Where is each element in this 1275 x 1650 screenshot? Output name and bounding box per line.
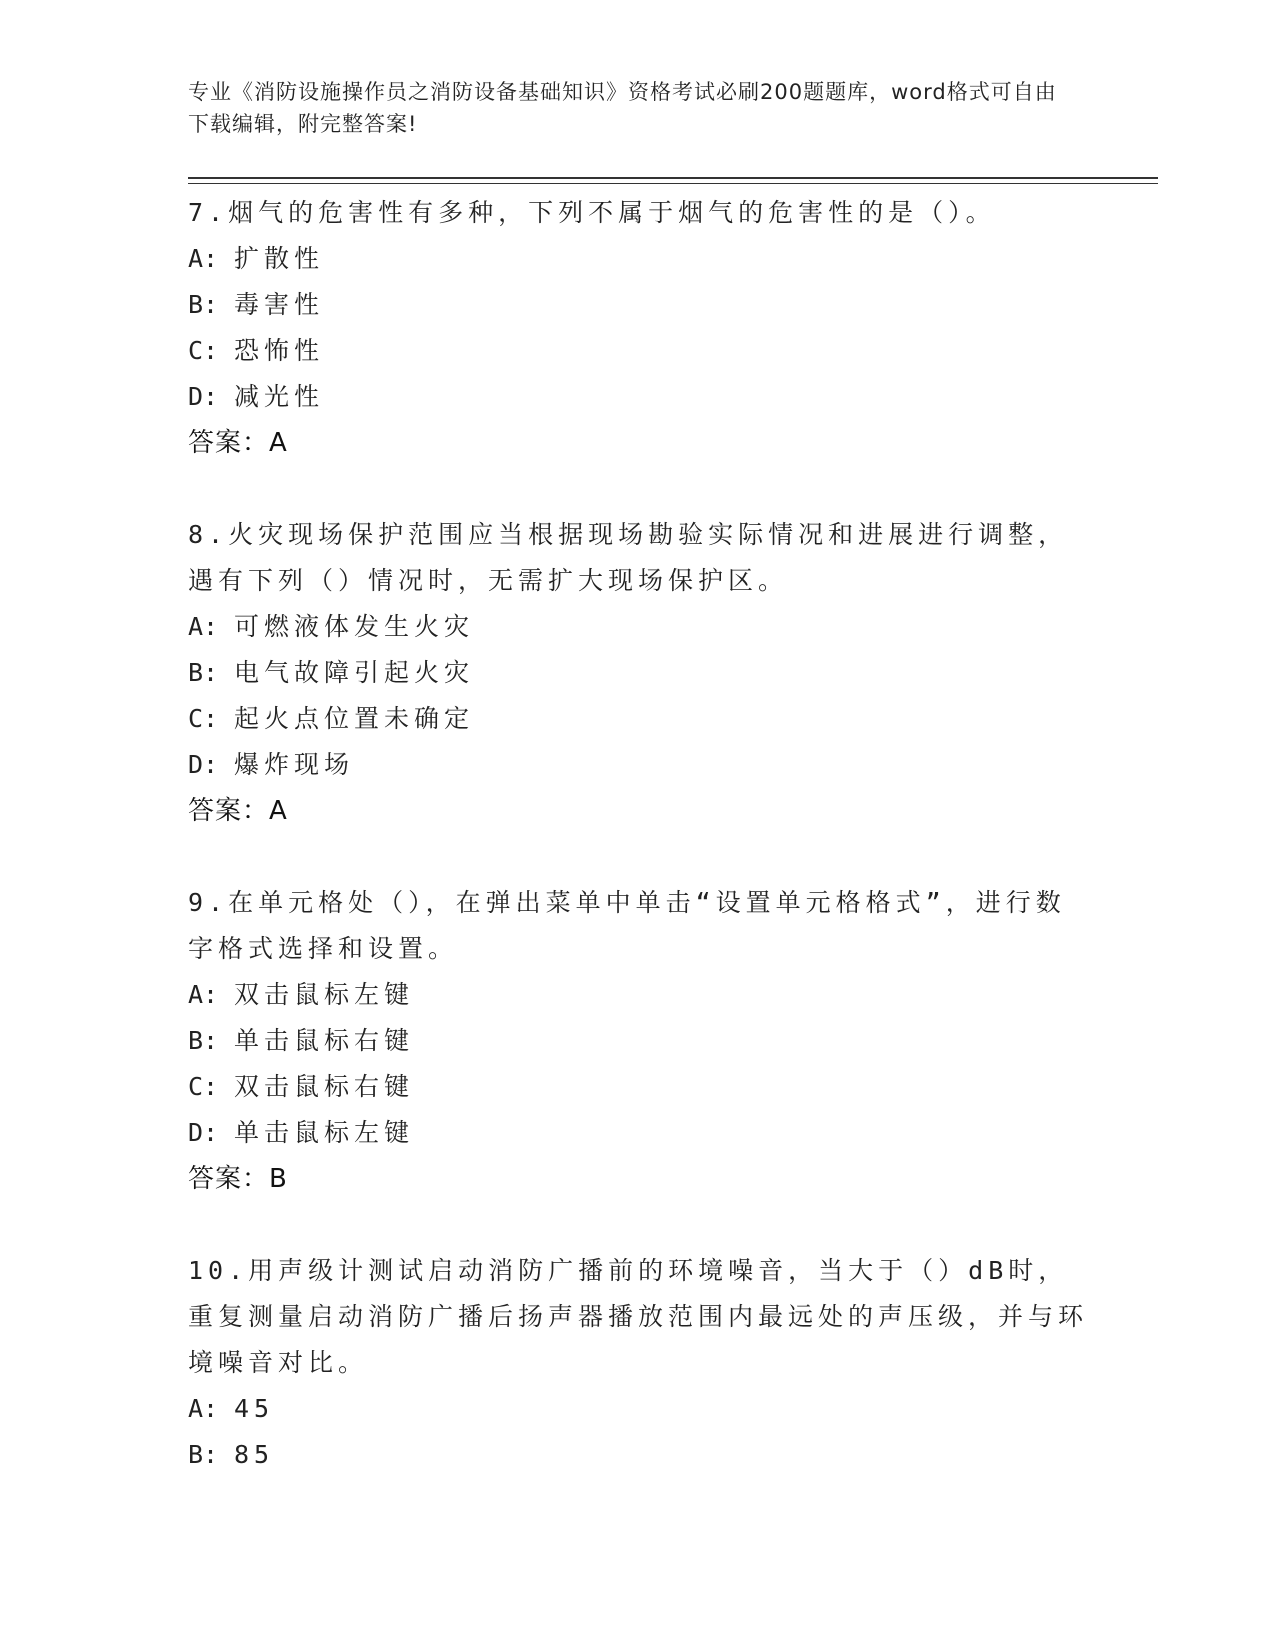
option-a [188,236,1088,282]
option-letter: C: [188,704,219,733]
option-a [188,1386,1088,1432]
question-9 [188,880,1088,1202]
option-b [188,1432,1088,1478]
question-10 [188,1248,1088,1478]
option-text: 扩散性 [234,244,325,273]
option-letter: B: [188,1440,219,1469]
question-list [188,190,1088,1524]
option-d [188,742,1088,788]
answer-line: 答案：A [188,796,288,826]
option-a [188,972,1088,1018]
answer-line: 答案：B [188,1164,288,1194]
option-text: 85 [234,1440,275,1469]
option-text: 爆炸现场 [234,750,355,779]
option-text: 单击鼠标左键 [234,1118,415,1147]
option-text: 减光性 [234,382,325,411]
option-c [188,328,1088,374]
header-divider-thin [188,183,1158,184]
option-b [188,1018,1088,1064]
option-letter: B: [188,1026,219,1055]
option-a [188,604,1088,650]
option-letter: C: [188,336,219,365]
option-letter: C: [188,1072,219,1101]
question-7 [188,190,1088,466]
option-b [188,282,1088,328]
answer-line: 答案：A [188,428,288,458]
option-c [188,696,1088,742]
option-text: 双击鼠标右键 [234,1072,415,1101]
option-text: 起火点位置未确定 [234,704,475,733]
option-text: 恐怖性 [234,336,325,365]
option-d [188,1110,1088,1156]
question-8 [188,512,1088,834]
question-stem: 10.用声级计测试启动消防广播前的环境噪音，当大于（）dB时，重复测量启动消防广播后扬声器播放范围内最远处的声压级，并与环境噪音对比。 [188,1256,1089,1377]
question-stem: 7.烟气的危害性有多种，下列不属于烟气的危害性的是（）。 [188,198,996,227]
document-header: 专业《消防设施操作员之消防设备基础知识》资格考试必刷200题题库，word格式可自由下载编辑，附完整答案! [188,80,1057,136]
option-letter: A: [188,1394,219,1423]
option-letter: B: [188,290,219,319]
header-divider [188,177,1158,179]
question-stem: 8.火灾现场保护范围应当根据现场勘验实际情况和进展进行调整，遇有下列（）情况时，无需扩大现场保护区。 [188,520,1069,595]
option-letter: A: [188,612,219,641]
option-text: 单击鼠标右键 [234,1026,415,1055]
option-text: 45 [234,1394,275,1423]
option-c [188,1064,1088,1110]
question-stem: 9.在单元格处（），在弹出菜单中单击“设置单元格格式”，进行数字格式选择和设置。 [188,888,1066,963]
option-text: 双击鼠标左键 [234,980,415,1009]
option-text: 可燃液体发生火灾 [234,612,475,641]
option-letter: D: [188,1118,219,1147]
option-b [188,650,1088,696]
option-text: 电气故障引起火灾 [234,658,475,687]
option-d [188,374,1088,420]
option-letter: A: [188,980,219,1009]
option-letter: D: [188,750,219,779]
option-text: 毒害性 [234,290,325,319]
option-letter: A: [188,244,219,273]
option-letter: D: [188,382,219,411]
option-letter: B: [188,658,219,687]
